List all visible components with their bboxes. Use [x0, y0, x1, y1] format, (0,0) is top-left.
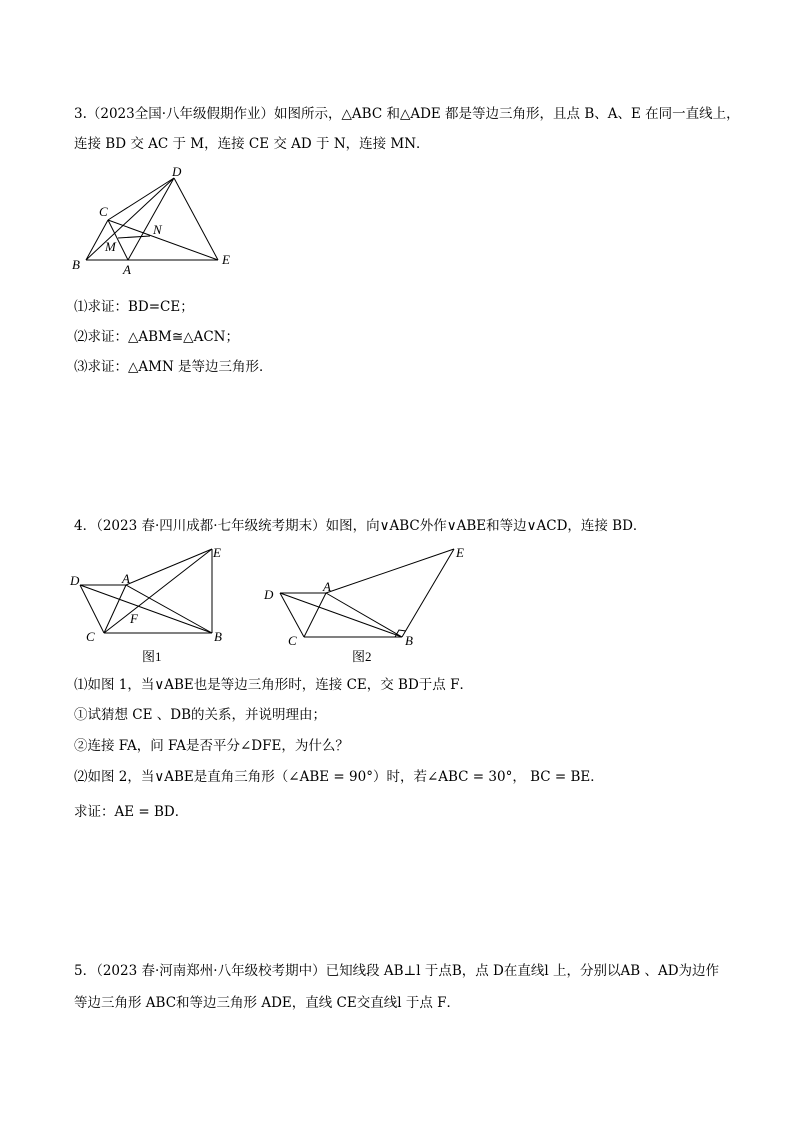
q3-label-D: D	[172, 164, 182, 179]
q4f1-seg-CA	[104, 585, 126, 633]
q4-figure-2	[256, 545, 476, 665]
q4-sub-2: ⑵如图 2，当∨ABE是直角三角形（∠ABE = 90°）时，若∠ABC = 30°， BC = BE．	[74, 769, 604, 785]
q5-line-1: 5．（2023 春·河南郑州·八年级校考期中）已知线段 AB⊥l 于点B，点 D在直线l 上，分别以AB 、AD为边作	[74, 963, 720, 979]
q4f1-label-C: C	[86, 629, 95, 644]
q3-label-A: A	[123, 262, 131, 274]
q4f1-label-D: D	[70, 573, 80, 588]
q4-sub-1: ⑴如图 1，当∨ABE也是等边三角形时，连接 CE，交 BD于点 F．	[74, 677, 473, 693]
q4-sub-1a: ①试猜想 CE 、DB的关系，并说明理由；	[74, 707, 327, 723]
q4f2-label-E: E	[456, 545, 464, 560]
q3-label-B: B	[72, 257, 80, 272]
q4f1-label-F: F	[130, 611, 138, 626]
q5-line-2: 等边三角形 ABC和等边三角形 ADE，直线 CE交直线l 于点 F．	[74, 995, 461, 1011]
q3-sub-1: ⑴求证：BD=CE；	[74, 299, 194, 315]
q3-line-2: 连接 BD 交 AC 于 M，连接 CE 交 AD 于 N，连接 MN．	[74, 136, 430, 152]
q4f2-seg-AB	[326, 593, 402, 637]
q4f1-label-B: B	[214, 629, 222, 644]
q3-line-1: 3.（2023全国·八年级假期作业）如图所示，△ABC 和△ADE 都是等边三角形，且点 B、A、E 在同一直线上，	[74, 106, 740, 122]
q4f2-seg-AE	[326, 549, 454, 593]
q4f2-seg-CA	[304, 593, 326, 637]
q4-sub-2b: 求证：AE = BD．	[74, 804, 189, 820]
q4f2-label-A: A	[323, 579, 331, 594]
q4f1-label-E: E	[213, 545, 221, 560]
q3-sub-3: ⑶求证：△AMN 是等边三角形．	[74, 359, 273, 375]
q4f2-label-D: D	[264, 587, 274, 602]
q4f1-seg-CE	[104, 549, 212, 633]
q4f2-seg-DB	[280, 593, 402, 637]
q3-seg-AD	[128, 178, 174, 260]
q4-line-1: 4．（2023 春·四川成都·七年级统考期末）如图，向∨ABC外作∨ABE和等边∨ACD，连接 BD．	[74, 518, 647, 534]
q4-figure-1	[66, 545, 236, 665]
q4-figure-1-caption: 图1	[142, 649, 162, 664]
q4f1-seg-AB	[126, 585, 212, 633]
q3-seg-MN	[118, 236, 150, 238]
q3-seg-DE	[174, 178, 218, 260]
q3-figure	[66, 162, 246, 274]
q3-sub-2: ⑵求证：△ABM≅△ACN；	[74, 329, 239, 345]
q4f2-seg-BE	[402, 549, 454, 637]
q4f2-label-C: C	[288, 633, 297, 648]
q4-figure-2-caption: 图2	[352, 649, 372, 664]
q4-sub-1b: ②连接 FA，问 FA是否平分∠DFE，为什么？	[74, 738, 349, 754]
q4f2-label-B: B	[405, 633, 413, 648]
q3-label-C: C	[99, 204, 108, 219]
q3-seg-CD	[108, 178, 174, 220]
q4f1-seg-AE	[126, 549, 212, 585]
q3-label-M: M	[105, 239, 116, 254]
q4f1-label-A: A	[122, 571, 130, 586]
q3-label-E: E	[222, 252, 230, 267]
q4f1-seg-DB	[80, 585, 212, 633]
q3-seg-BD	[86, 178, 174, 260]
q3-label-N: N	[153, 222, 162, 237]
q4f2-seg-DC	[280, 593, 304, 637]
